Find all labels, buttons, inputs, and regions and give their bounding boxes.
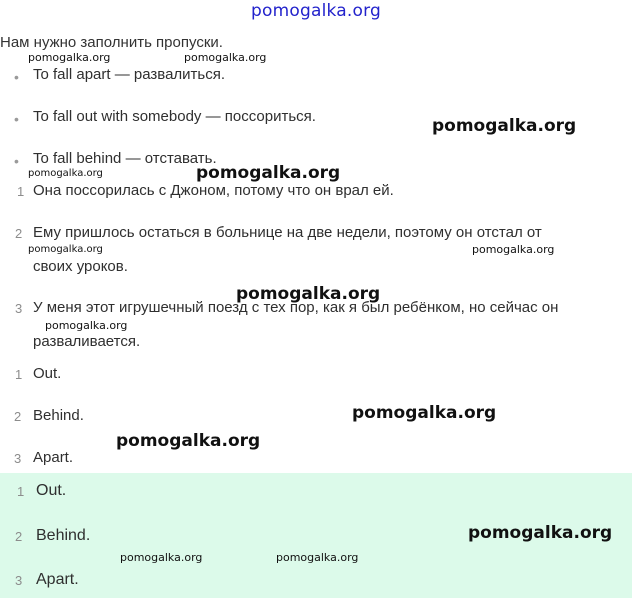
phrase-item: To fall out with somebody — поссориться. (33, 108, 316, 125)
sentence-line: Ему пришлось остаться в больнице на две недели, поэтому он отстал от (33, 224, 542, 241)
watermark: pomogalka.org (28, 244, 103, 255)
phrase-item: To fall apart — развалиться. (33, 66, 226, 83)
answer-text: Apart. (33, 449, 74, 466)
sentence-number: 3 (15, 301, 23, 316)
final-answer-number: 2 (15, 529, 23, 544)
watermark: pomogalka.org (472, 243, 555, 256)
watermark: pomogalka.org (352, 403, 497, 423)
final-answer-number: 1 (17, 484, 25, 499)
phrase-item: To fall behind — отставать. (33, 150, 217, 167)
watermark: pomogalka.org (236, 284, 381, 304)
watermark: pomogalka.org (116, 431, 261, 451)
final-answer-number: 3 (15, 573, 23, 588)
watermark: pomogalka.org (196, 163, 341, 183)
final-answer-text: Out. (36, 482, 67, 499)
final-answer-text: Behind. (36, 527, 91, 544)
watermark: pomogalka.org (28, 168, 103, 179)
answer-number: 3 (14, 451, 22, 466)
header-watermark: pomogalka.org (251, 1, 381, 21)
intro-text: Нам нужно заполнить пропуски. (0, 34, 223, 51)
sentence-line: У меня этот игрушечный поезд с тех пор, как я был ребёнком, но сейчас он (33, 299, 559, 316)
watermark: pomogalka.org (45, 319, 128, 332)
bullet-icon: • (14, 69, 19, 85)
watermark: pomogalka.org (184, 51, 267, 64)
sentence-number: 2 (15, 226, 23, 241)
watermark: pomogalka.org (28, 51, 111, 64)
final-answer-text: Apart. (36, 571, 79, 588)
watermark: pomogalka.org (468, 523, 613, 543)
sentence-line: своих уроков. (33, 258, 128, 275)
sentence-line: Она поссорилась с Джоном, потому что он врал ей. (33, 182, 394, 199)
answer-text: Out. (33, 365, 62, 382)
watermark: pomogalka.org (432, 116, 577, 136)
sentence-line: разваливается. (33, 333, 141, 350)
answer-number: 1 (15, 367, 23, 382)
watermark: pomogalka.org (120, 551, 203, 564)
bullet-icon: • (14, 111, 19, 127)
sentence-number: 1 (17, 184, 25, 199)
bullet-icon: • (14, 153, 19, 169)
watermark: pomogalka.org (276, 551, 359, 564)
answer-text: Behind. (33, 407, 84, 424)
answer-number: 2 (14, 409, 22, 424)
